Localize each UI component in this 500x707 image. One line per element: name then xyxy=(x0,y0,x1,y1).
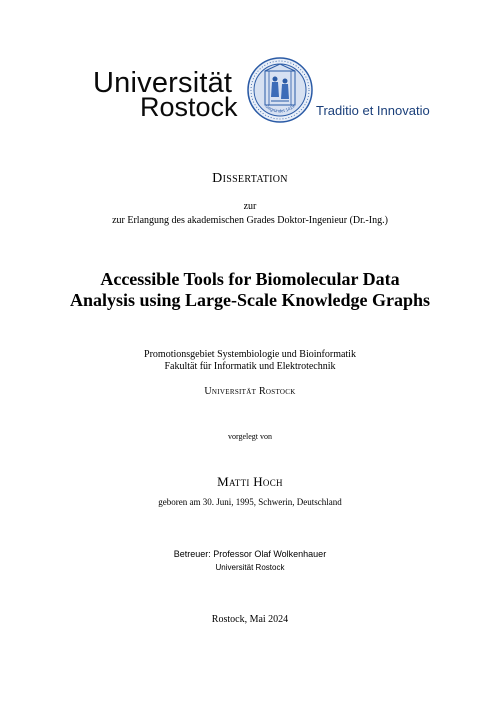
thesis-title-line-1: Accessible Tools for Biomolecular Data xyxy=(100,269,400,289)
advisor-affiliation: Universität Rostock xyxy=(215,563,285,572)
zur-label: zur xyxy=(243,201,257,212)
place-and-date: Rostock, Mai 2024 xyxy=(211,614,289,625)
author-birth-info: geboren am 30. Juni, 1995, Schwerin, Deutschland xyxy=(158,497,342,507)
doctoral-field: Promotionsgebiet Systembiologie und Bioinformatik xyxy=(144,349,356,360)
document-type-label: Dissertation xyxy=(212,171,288,186)
thesis-title-line-2: Analysis using Large-Scale Knowledge Graphs xyxy=(69,290,431,310)
logo-line-2: Rostock xyxy=(140,92,238,122)
seal-ring-text: Gegründet 1419 xyxy=(264,103,296,114)
submitted-by-label: vorgelegt von xyxy=(227,432,273,441)
university-seal-icon xyxy=(247,57,313,123)
university-name: Universität Rostock xyxy=(204,386,296,397)
university-logo-wordmark xyxy=(93,68,249,120)
university-motto: Traditio et Innovatio xyxy=(316,103,430,118)
advisor: Betreuer: Professor Olaf Wolkenhauer xyxy=(173,549,327,559)
author-name: Matti Hoch xyxy=(217,474,283,489)
logo-line-1: Universität xyxy=(93,67,233,99)
degree-statement: zur Erlangung des akademischen Grades Doktor-Ingenieur (Dr.-Ing.) xyxy=(112,215,388,226)
faculty: Fakultät für Informatik und Elektrotechnik xyxy=(164,361,336,372)
